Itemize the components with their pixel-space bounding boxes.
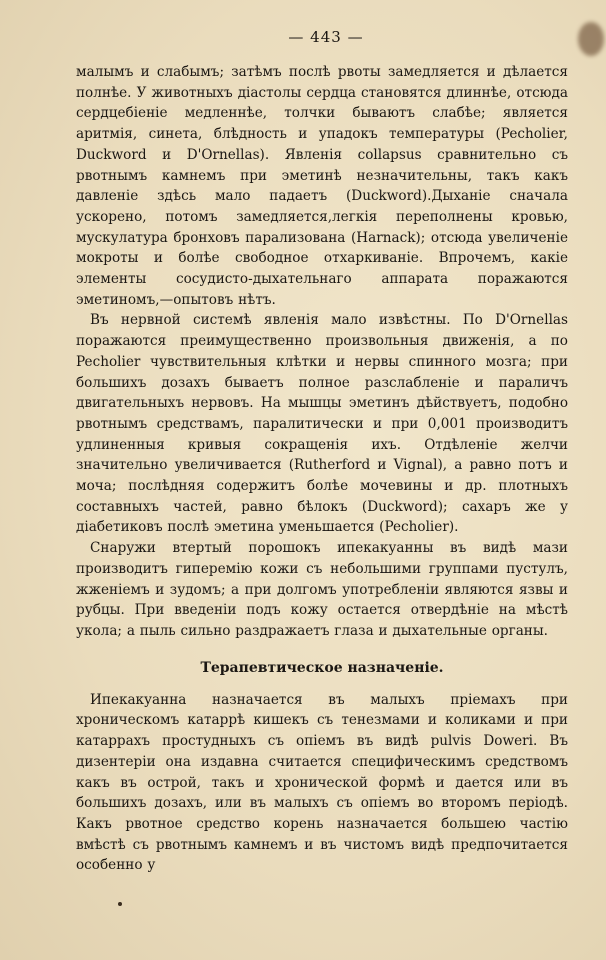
- paragraph-text: Въ нервной системѣ явленія мало извѣстны. По D'Ornellas поражаются преимущественно произвольныя движенія, а по Pecholier чувствительныя клѣтки и нервы спинного мозга; при большихъ дозахъ бываетъ полное разслабленіе и параличъ двигательныхъ нервовъ. На мышцы эметинъ дѣйствуетъ, подобно рвотнымъ средствамъ, паралитически и при 0,001 производитъ удлиненныя кривыя сокращенія ихъ. Отдѣленіе желчи значительно увеличивается (Rutherford и Vignal), а равно потъ и моча; послѣдняя содержитъ болѣе мочевины и др. плотныхъ составныхъ частей, равно бѣлокъ (Duckword); сахаръ же у діабетиковъ послѣ эметина уменьшается (Pecholier).: [76, 312, 568, 536]
- ink-stain: [578, 22, 604, 56]
- section-heading: Терапевтическое назначеніе.: [200, 659, 444, 676]
- paragraph-circulation: малымъ и слабымъ; затѣмъ послѣ рвоты замедляется и дѣлается полнѣе. У животныхъ діастолы сердца становятся длиннѣе, отсюда сердцебіеніе медленнѣе, толчки бываютъ слабѣе; является аритмія, синета, блѣдность и упадокъ температуры (Pecholier, Duckword и D'Ornellas). Явленія collapsus сравнительно съ рвотнымъ камнемъ при эметинѣ незначительны, такъ какъ давленіе здѣсь мало падаетъ (Duckword).Дыханіе сначала ускорено, потомъ замедляется,легкія переполнены кровью, мускулатура бронховъ парализована (Harnack); отсюда увеличеніе мокроты и болѣе свободное отхаркиваніе. Впрочемъ, какіе элементы сосудисто-дыхательнаго аппарата поражаются эметиномъ,—опытовъ нѣтъ.: [76, 64, 568, 308]
- paragraph-text: Снаружи втертый порошокъ ипекакуанны въ видѣ мази производитъ гиперемію кожи съ небольшими группами пустулъ, жженіемъ и зудомъ; а при долгомъ употребленіи являются язвы и рубцы. При введеніи подъ кожу остается отвердѣніе на мѣстѣ укола; а пыль сильно раздражаетъ глаза и дыхательные органы.: [76, 540, 568, 639]
- paragraph-text: Ипекакуанна назначается въ малыхъ пріемахъ при хроническомъ катаррѣ кишекъ съ тенезмами и коликами и при катаррахъ простудныхъ съ опіемъ въ видѣ pulvis Doweri. Въ дизентеріи она издавна считается специфическимъ средствомъ какъ въ острой, такъ и хронической формѣ и дается или въ большихъ дозахъ, или въ малыхъ съ опіемъ во второмъ періодѣ. Какъ рвотное средство корень назначается большею частію вмѣстѣ съ рвотнымъ камнемъ и въ чистомъ видѣ предпочитается особенно у: [76, 691, 568, 874]
- paragraph-nervous-system: [76, 310, 568, 538]
- paragraph-therapeutic: [76, 690, 568, 876]
- ink-dot: [118, 902, 122, 906]
- paragraph-external-use: [76, 538, 568, 642]
- page-number: — 443 —: [288, 28, 364, 46]
